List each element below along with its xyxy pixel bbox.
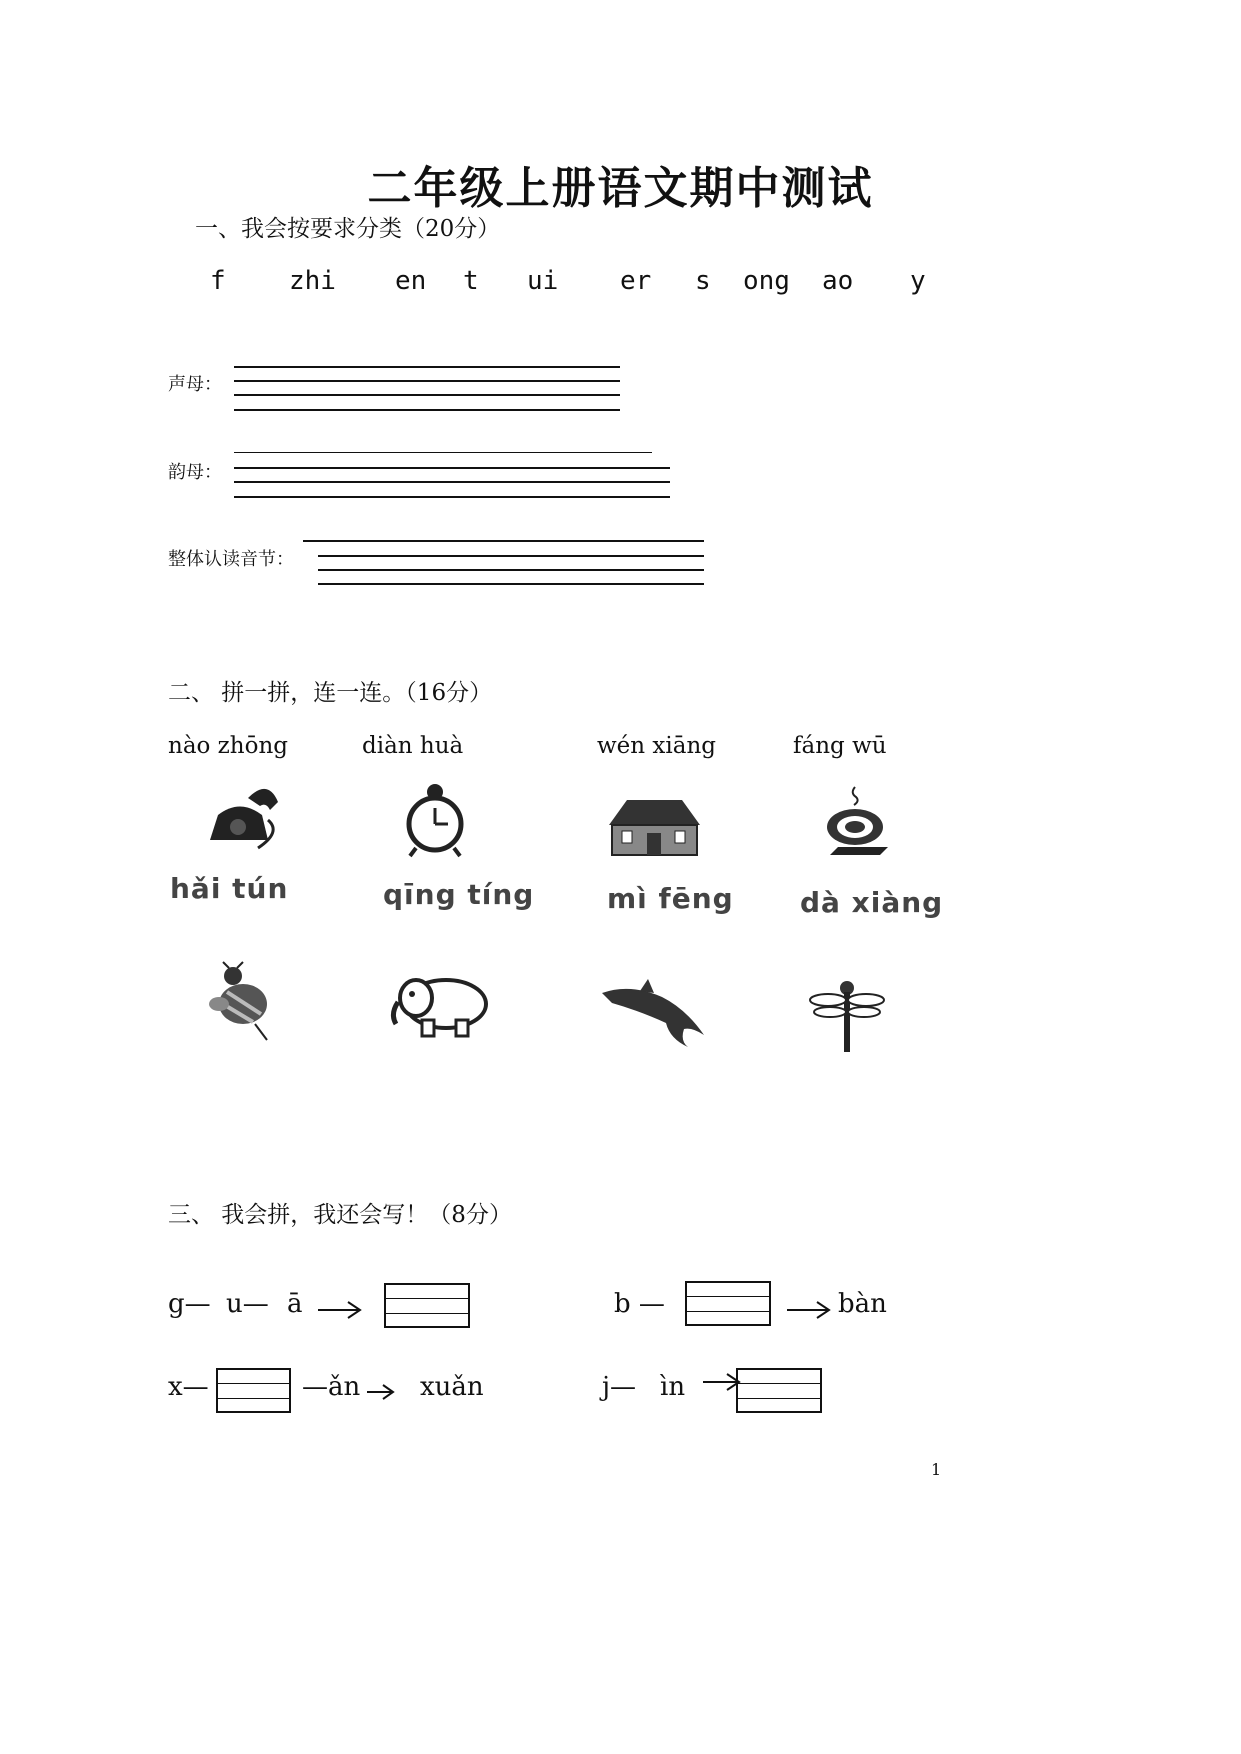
dragonfly-icon[interactable] bbox=[810, 978, 885, 1054]
letter: zhi bbox=[289, 266, 336, 296]
letter: ao bbox=[822, 266, 854, 296]
answer-line[interactable] bbox=[318, 555, 704, 557]
expr-part: —ǎn bbox=[302, 1372, 361, 1402]
answer-line[interactable] bbox=[303, 540, 704, 542]
expr-result: bàn bbox=[838, 1289, 887, 1319]
answer-line[interactable] bbox=[234, 380, 620, 382]
section1-heading: 一、我会按要求分类（20分） bbox=[195, 216, 501, 242]
zhengti-label: 整体认读音节： bbox=[168, 549, 294, 570]
expr-part: ìn bbox=[660, 1372, 686, 1402]
expr-part: j— bbox=[602, 1372, 637, 1402]
expr-part: g— bbox=[168, 1289, 211, 1319]
answer-line[interactable] bbox=[318, 583, 704, 585]
letter: t bbox=[463, 266, 479, 296]
answer-line[interactable] bbox=[234, 467, 670, 469]
page-title: 二年级上册语文期中测试 bbox=[367, 163, 874, 214]
shengmu-label: 声母： bbox=[168, 374, 222, 395]
answer-line[interactable] bbox=[234, 452, 652, 453]
writing-box[interactable] bbox=[384, 1283, 470, 1328]
dolphin-icon[interactable] bbox=[600, 975, 710, 1050]
elephant-icon[interactable] bbox=[388, 968, 493, 1040]
expr-part: u— bbox=[226, 1289, 269, 1319]
page-number: 1 bbox=[931, 1460, 942, 1479]
picture-pinyin: qīng tíng bbox=[383, 878, 535, 911]
letter: en bbox=[395, 266, 427, 296]
answer-line[interactable] bbox=[234, 496, 670, 498]
top-pinyin: diàn huà bbox=[362, 733, 464, 759]
alarm-clock-icon[interactable] bbox=[400, 780, 470, 858]
top-pinyin: nào zhōng bbox=[168, 733, 288, 759]
letter: f bbox=[210, 266, 226, 296]
answer-line[interactable] bbox=[318, 569, 704, 571]
writing-box[interactable] bbox=[736, 1368, 822, 1413]
mosquito-coil-icon[interactable] bbox=[820, 785, 890, 865]
expr-part: x— bbox=[168, 1372, 209, 1402]
arrow-icon bbox=[318, 1300, 362, 1318]
writing-box[interactable] bbox=[685, 1281, 771, 1326]
bee-icon[interactable] bbox=[205, 962, 280, 1042]
arrow-icon bbox=[787, 1302, 831, 1320]
letter: s bbox=[695, 266, 711, 296]
answer-line[interactable] bbox=[234, 409, 620, 411]
picture-pinyin: dà xiàng bbox=[800, 886, 944, 919]
letter: er bbox=[620, 266, 652, 296]
arrow-icon bbox=[367, 1384, 395, 1402]
letter: y bbox=[910, 266, 926, 296]
writing-box[interactable] bbox=[216, 1368, 291, 1413]
answer-line[interactable] bbox=[234, 481, 670, 483]
expr-result: xuǎn bbox=[420, 1372, 484, 1402]
letter: ong bbox=[743, 266, 790, 296]
answer-line[interactable] bbox=[234, 366, 620, 368]
letter: ui bbox=[527, 266, 559, 296]
expr-part: ā bbox=[287, 1289, 303, 1319]
section2-heading: 二、 拼一拼，连一连。（16分） bbox=[168, 680, 493, 706]
telephone-icon[interactable] bbox=[198, 780, 283, 855]
picture-pinyin: hǎi tún bbox=[170, 872, 289, 905]
expr-part: b — bbox=[614, 1289, 665, 1319]
house-icon[interactable] bbox=[607, 795, 702, 857]
answer-line[interactable] bbox=[234, 394, 620, 396]
picture-pinyin: mì fēng bbox=[607, 882, 734, 915]
top-pinyin: wén xiāng bbox=[597, 733, 716, 759]
section3-heading: 三、 我会拼，我还会写！（8分） bbox=[168, 1202, 512, 1228]
yunmu-label: 韵母： bbox=[168, 462, 222, 483]
top-pinyin: fáng wū bbox=[793, 733, 887, 759]
